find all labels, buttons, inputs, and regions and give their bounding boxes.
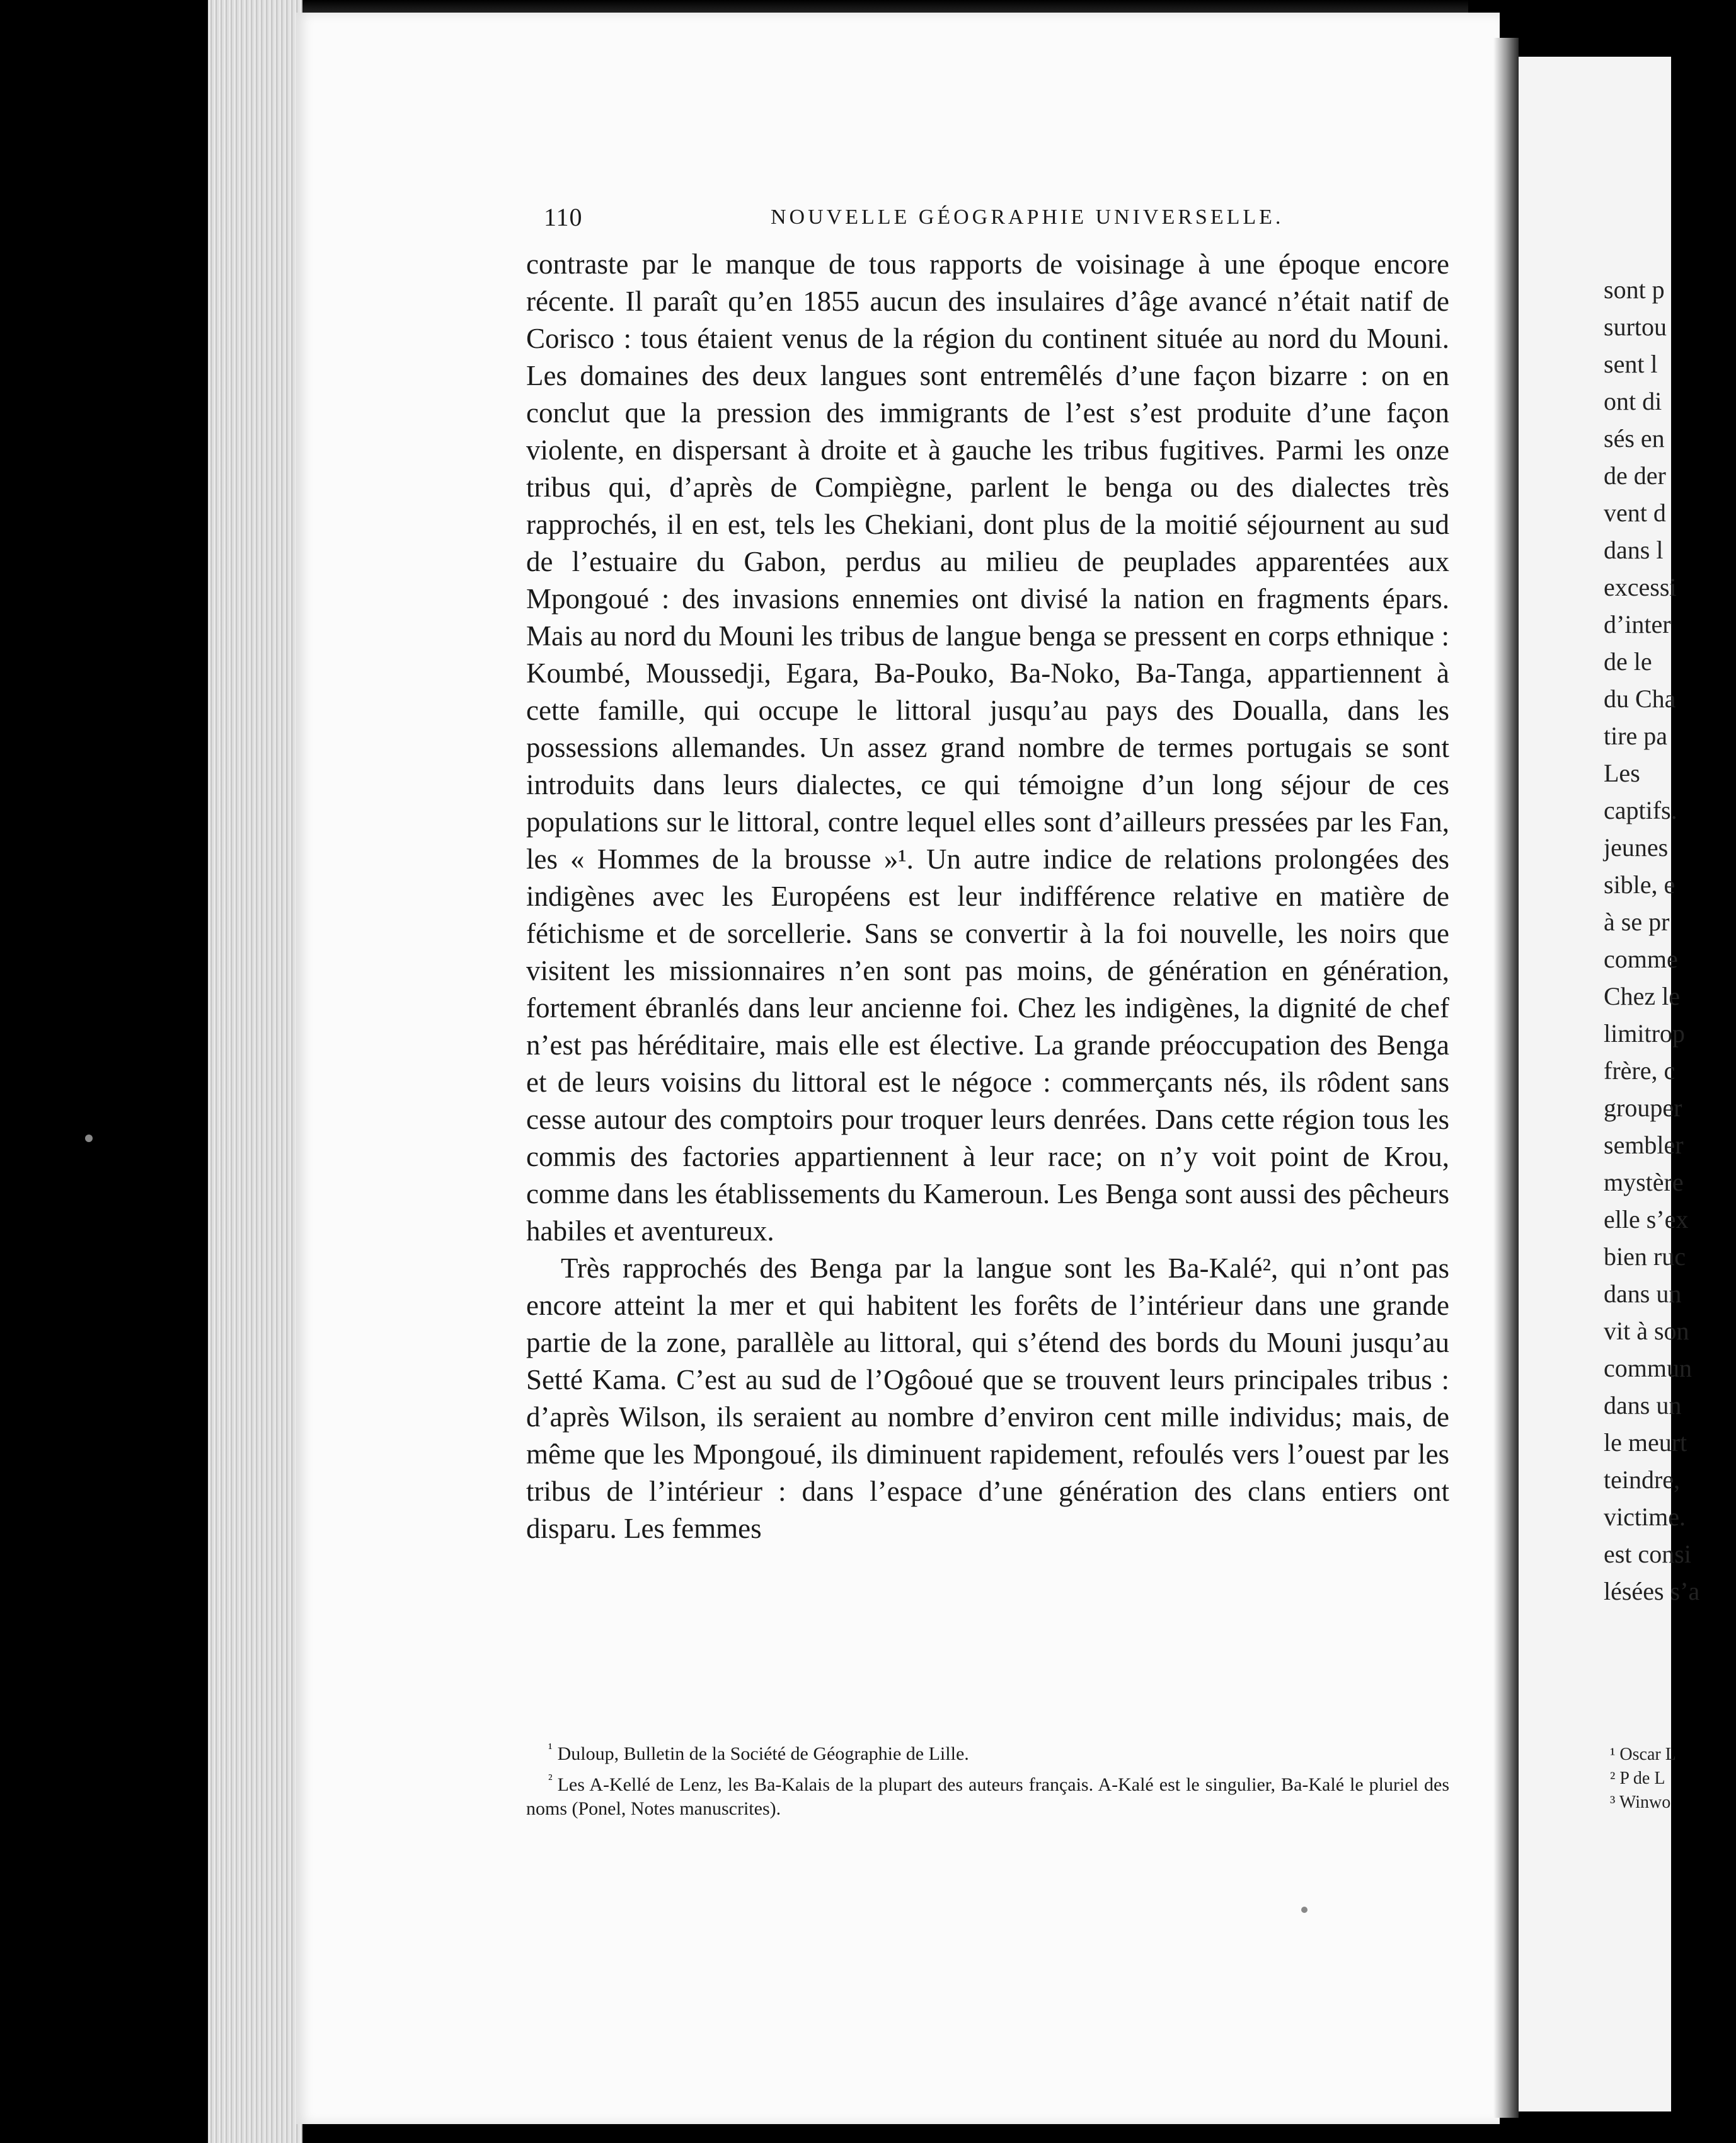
page-stack-edge (208, 0, 302, 2143)
right-page-line: sont p (1604, 275, 1665, 304)
right-page-line: de der (1604, 461, 1666, 490)
right-page-note: ² P de L (1610, 1769, 1665, 1788)
right-page-line: d’inter (1604, 610, 1671, 638)
footnote-mark: ¹ (548, 1740, 553, 1756)
right-page-line: jeunes (1604, 833, 1669, 862)
right-page-line: à se pr (1604, 908, 1670, 936)
footnotes (526, 1736, 1449, 1822)
footnote (526, 1767, 1449, 1821)
right-page-line: mystère (1604, 1168, 1684, 1196)
right-page-line: sés en (1604, 424, 1665, 453)
right-page-line: grouper (1604, 1094, 1682, 1122)
right-page-line: vit à son (1604, 1317, 1689, 1345)
right-page-line: lésées s’a (1604, 1577, 1700, 1605)
right-page-line: le meurt (1604, 1428, 1687, 1457)
right-page-line: Chez le (1604, 982, 1681, 1010)
right-page-line: Les (1604, 759, 1640, 787)
right-page-line: sible, e (1604, 870, 1676, 899)
right-page-line: du Cha (1604, 684, 1676, 713)
right-page-text (1604, 271, 1730, 1610)
page-number: 110 (544, 203, 583, 231)
right-page-line: est consi (1604, 1540, 1691, 1568)
right-page-line: comme (1604, 945, 1678, 973)
right-page-line: limitrop (1604, 1019, 1685, 1048)
right-page-line: commun (1604, 1354, 1692, 1382)
footnote-text: Les A-Kellé de Lenz, les Ba-Kalais de la plupart des auteurs français. A-Kalé est le singulier, Ba-Kalé le pluriel des noms (Ponel, Notes manuscrites). (526, 1774, 1449, 1819)
running-title: NOUVELLE GÉOGRAPHIE UNIVERSELLE. (771, 205, 1284, 229)
right-page-line: victime. (1604, 1503, 1686, 1531)
right-page-line: dans l (1604, 536, 1664, 564)
right-page-line: sent l (1604, 350, 1658, 378)
book-gutter (1493, 38, 1519, 2118)
right-page-line: dans un (1604, 1391, 1682, 1419)
right-page-line: de le (1604, 647, 1652, 676)
right-page-note: ¹ Oscar L (1610, 1745, 1676, 1764)
speck (85, 1135, 93, 1142)
right-page-line: frère, c (1604, 1056, 1676, 1085)
right-page-line: ont di (1604, 387, 1662, 415)
right-page-note: ³ Winwo (1610, 1793, 1671, 1812)
right-page-line: captifs. (1604, 796, 1677, 824)
right-page-line: elle s’ex (1604, 1205, 1689, 1233)
right-page-line: bien ruc (1604, 1242, 1686, 1271)
footnote-mark: ² (548, 1771, 553, 1787)
footnote-text: Duloup, Bulletin de la Société de Géographie de Lille. (557, 1743, 969, 1764)
running-header (544, 199, 1426, 236)
right-page-line: dans un (1604, 1279, 1682, 1308)
paragraph: Très rapprochés des Benga par la langue sont les Ba-Kalé², qui n’ont pas encore atteint la mer et qui habitent les forêts de l’intérieur dans une grande partie de la zone, parallèle au littoral, qui s’étend des bords du Mouni jusqu’au Setté Kama. C’est au sud de l’Ogôoué que se trouvent leurs principales tribus : d’après Wilson, ils seraient au nombre d’environ cent mille individus; mais, de même que les Mpongoué, ils diminuent rapidement, refoulés vers l’ouest par les tribus de l’intérieur : dans l’espace d’une génération des clans entiers ont disparu. Les femmes (526, 1252, 1449, 1544)
main-text (526, 246, 1449, 1547)
right-page-line: sembler (1604, 1131, 1684, 1159)
right-page-line: surtou (1604, 313, 1667, 341)
right-page-footnotes (1610, 1743, 1736, 1815)
right-page-line: teindre, (1604, 1465, 1681, 1494)
right-page-line: vent d (1604, 499, 1666, 527)
paragraph: contraste par le manque de tous rapports de voisinage à une époque encore récente. Il paraît qu’en 1855 aucun des insulaires d’âge avancé n’était natif de Corisco : tous étaient venus de la région du continent située au nord du Mouni. Les domaines des deux langues sont entremêlés d’une façon bizarre : on en conclut que la pression des immigrants de l’est s’est produite d’une façon violente, en dispersant à droite et à gauche les tribus fugitives. Parmi les onze tribus qui, d’après de Compiègne, parlent le benga ou des dialectes très rapprochés, il en est, tels les Chekiani, dont plus de la moitié séjournent au sud de l’estuaire du Gabon, perdus au milieu de peuplades apparentées aux Mpongoué : des invasions ennemies ont divisé la nation en fragments épars. Mais au nord du Mouni les tribus de langue benga se pressent en corps ethnique : Koumbé, Moussedji, Egara, Ba-Pouko, Ba-Noko, Ba-Tanga, appartiennent à cette famille, qui occupe le littoral jusqu’au pays des Doualla, dans les possessions allemandes. Un assez grand nombre de termes portugais se sont introduits dans leurs dialectes, ce qui témoigne d’un long séjour de ces populations sur le littoral, contre lequel elles sont d’ailleurs pressées par les Fan, les « Hommes de la brousse »¹. Un autre indice de relations prolongées des indigènes avec les Européens est leur indifférence relative en matière de fétichisme et de sorcellerie. Sans se convertir à la foi nouvelle, les noirs que visitent les missionnaires n’en sont pas moins, de génération en génération, fortement ébranlés dans leur ancienne foi. Chez les indigènes, la dignité de chef n’est pas héréditaire, mais elle est élective. La grande préoccupation des Benga et de leurs voisins du littoral est le négoce : commerçants nés, ils rôdent sans cesse autour des comptoirs pour troquer leurs denrées. Dans cette région tous les commis des factories appartiennent à leur race; on n’y voit point de Krou, comme dans les établissements du Kameroun. Les Benga sont aussi des pêcheurs habiles et aventureux. (526, 248, 1449, 1247)
speck (1301, 1907, 1308, 1913)
footnote (526, 1736, 1449, 1766)
right-page-line: excessi (1604, 573, 1677, 601)
right-page-line: tire pa (1604, 722, 1668, 750)
